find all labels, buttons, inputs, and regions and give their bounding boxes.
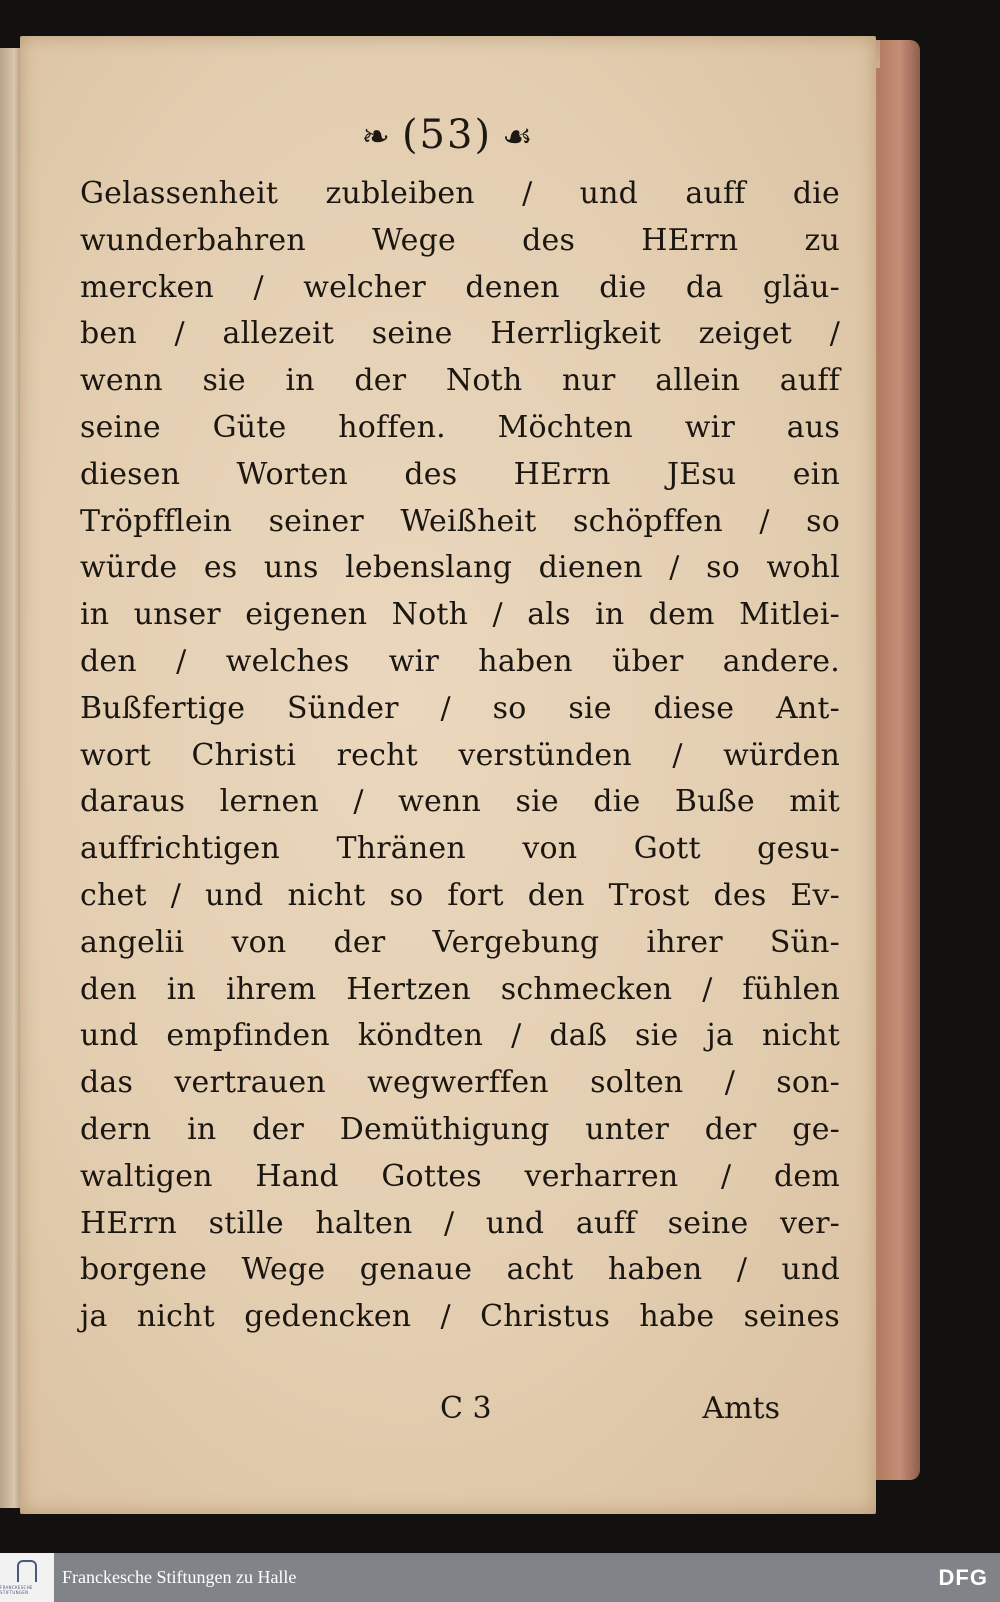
building-icon (17, 1560, 37, 1582)
page-text (80, 171, 840, 1341)
text-line: auffrichtigen Thränen von Gott gesu- (80, 831, 840, 867)
text-line: und empfinden köndten / daß sie ja nicht (80, 1018, 840, 1054)
signature-mark: C 3 (440, 1391, 492, 1426)
text-line: mercken / welcher denen die da gläu- (80, 269, 840, 305)
text-line: waltigen Hand Gottes verharren / dem (80, 1158, 840, 1194)
text-line: das vertrauen wegwerffen solten / son- (80, 1065, 840, 1101)
text-line: den / welches wir haben über andere. (80, 643, 840, 679)
text-line: wenn sie in der Noth nur allein auff (80, 363, 840, 399)
text-line: Tröpfflein seiner Weißheit schöpffen / so (80, 503, 840, 539)
ornament-left-icon: ❧ (361, 117, 392, 157)
page-header (20, 112, 876, 158)
text-line: chet / und nicht so fort den Trost des Ev- (80, 877, 840, 913)
text-line: angelii von der Vergebung ihrer Sün- (80, 924, 840, 960)
text-line: wort Christi recht verstünden / würden (80, 737, 840, 773)
text-line: Gelassenheit zubleiben / und auff die (80, 176, 840, 211)
text-line: borgene Wege genaue acht haben / und (80, 1252, 840, 1288)
text-line: ja nicht gedencken / Christus habe seines (80, 1299, 840, 1335)
text-line: wunderbahren Wege des HErrn zu (80, 222, 840, 258)
text-line: dern in der Demüthigung unter der ge- (80, 1111, 840, 1147)
logo-text: FRANCKESCHE STIFTUNGEN (0, 1585, 33, 1595)
viewer-footer-bar (0, 1553, 1000, 1602)
institution-logo[interactable] (0, 1553, 54, 1602)
text-line: diesen Worten des HErrn JEsu ein (80, 456, 840, 492)
page-number: (53) (401, 112, 493, 158)
text-line: in unser eigenen Noth / als in dem Mitlei- (80, 597, 840, 633)
text-line: daraus lernen / wenn sie die Buße mit (80, 784, 840, 820)
institution-name: Franckesche Stiftungen zu Halle (62, 1567, 297, 1587)
dfg-logo[interactable]: DFG (938, 1565, 988, 1590)
catchword: Amts (702, 1391, 780, 1426)
text-line: HErrn stille halten / und auff seine ver- (80, 1205, 840, 1241)
text-line: Bußfertige Sünder / so sie diese Ant- (80, 690, 840, 726)
text-line: seine Güte hoffen. Möchten wir aus (80, 409, 840, 445)
text-line: würde es uns lebenslang dienen / so wohl (80, 550, 840, 586)
page-footer (80, 1386, 840, 1432)
book-page (20, 36, 876, 1514)
ornament-right-icon: ☙ (502, 117, 535, 157)
text-line: den in ihrem Hertzen schmecken / fühlen (80, 971, 840, 1007)
text-line: ben / allezeit seine Herrligkeit zeiget / (80, 316, 840, 352)
